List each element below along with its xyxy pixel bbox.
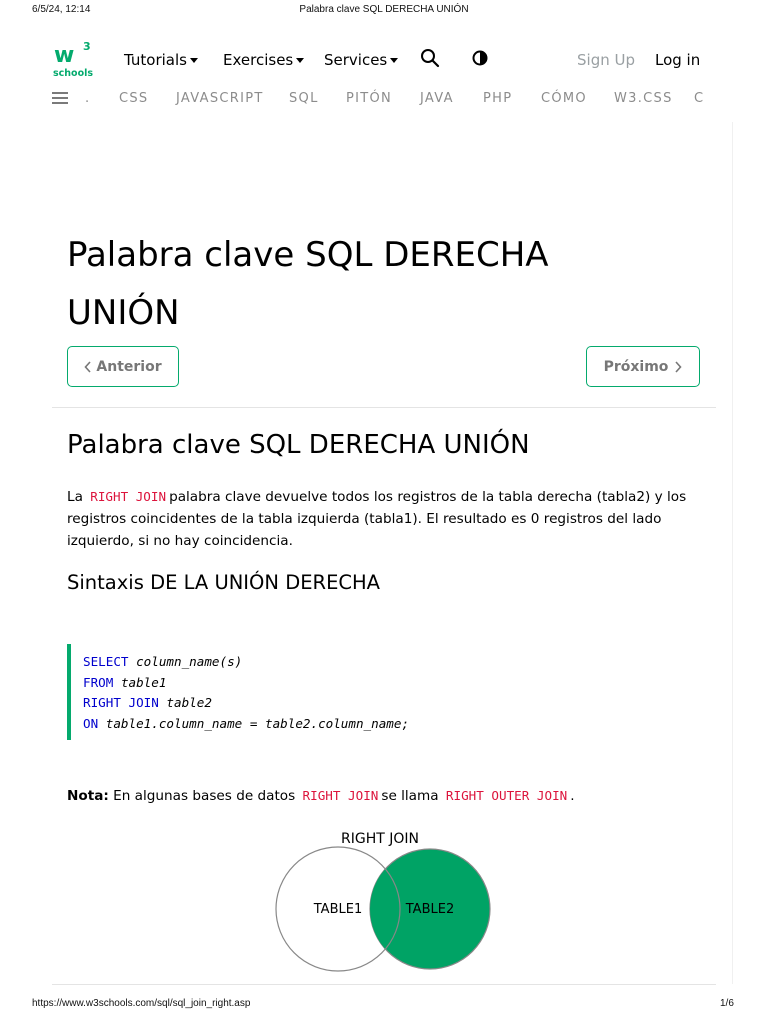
subnav-item-python[interactable]: PITÓN — [346, 91, 393, 106]
signup-link[interactable]: Sign Up — [577, 51, 635, 69]
nav-exercises[interactable] — [223, 51, 304, 69]
print-header — [0, 0, 768, 22]
caret-down-icon — [296, 58, 304, 63]
nav-tutorials-label: Tutorials — [124, 51, 187, 69]
venn-title: RIGHT JOIN — [341, 831, 419, 847]
code-keyword: RIGHT JOIN — [83, 695, 159, 710]
subnav-item-javascript[interactable]: JAVASCRIPT — [176, 91, 264, 106]
nav-tutorials[interactable] — [124, 51, 198, 69]
note-mid: se llama — [381, 788, 439, 804]
code-line — [83, 693, 700, 714]
logo-superscript: 3 — [83, 40, 91, 53]
code-keyword: ON — [83, 715, 99, 731]
inline-code-right-join: RIGHT JOIN — [90, 489, 167, 504]
note-end: . — [570, 788, 575, 804]
print-datetime: 6/5/24, 12:14 — [32, 4, 91, 15]
page-title: Palabra clave SQL DERECHA UNIÓN — [67, 235, 549, 333]
w3schools-logo[interactable] — [52, 40, 94, 80]
subject-navbar — [0, 84, 768, 114]
login-link[interactable]: Log in — [655, 51, 701, 69]
note-text: En algunas bases de datos — [113, 788, 296, 804]
nav-services[interactable] — [324, 51, 398, 69]
menu-icon[interactable] — [52, 92, 68, 104]
top-navbar — [0, 34, 768, 84]
syntax-heading: Sintaxis DE LA UNIÓN DERECHA — [67, 571, 381, 594]
code-keyword: SELECT — [83, 654, 129, 669]
code-line — [83, 714, 700, 735]
code-text: column_name(s) — [136, 654, 243, 669]
content-right-border — [732, 122, 733, 984]
nav-services-label: Services — [324, 51, 388, 69]
intro-before: La — [67, 489, 83, 505]
print-footer — [0, 994, 768, 1016]
subnav-item-java[interactable]: JAVA — [420, 91, 454, 106]
subnav-item-w3css[interactable]: W3.CSS — [614, 91, 673, 106]
subnav-item-sql[interactable]: SQL — [289, 91, 319, 106]
intro-after: palabra clave devuelve todos los registros de la tabla derecha (tabla2) y los registros coincidentes de la tabla izquierda (tabla1). El resultado es 0 registros del lado izquierdo, si no hay coincidencia. — [67, 489, 687, 549]
venn-left-label: TABLE1 — [313, 902, 363, 917]
code-text: table1 — [120, 674, 167, 690]
syntax-code-block — [67, 644, 700, 740]
logo-word: schools — [53, 68, 94, 79]
note-label: Nota: — [67, 788, 109, 804]
right-join-venn-diagram — [270, 824, 500, 976]
code-text: table2 — [166, 695, 212, 710]
code-keyword: FROM — [83, 674, 114, 690]
inline-code-right-outer-join: RIGHT OUTER JOIN — [445, 788, 568, 803]
note-paragraph — [67, 785, 707, 807]
section-heading: Palabra clave SQL DERECHA UNIÓN — [67, 430, 530, 460]
chevron-left-icon — [84, 361, 92, 373]
subnav-item-truncated[interactable]: . — [85, 91, 91, 106]
bottom-divider — [52, 984, 716, 985]
contrast-icon[interactable] — [472, 50, 488, 66]
logo-mark: w — [54, 43, 75, 68]
caret-down-icon — [190, 58, 198, 63]
chevron-right-icon — [674, 361, 682, 373]
inline-code-right-join: RIGHT JOIN — [302, 788, 379, 803]
subnav-item-css[interactable]: CSS — [119, 91, 149, 106]
caret-down-icon — [390, 58, 398, 63]
subnav-item-howto[interactable]: CÓMO — [541, 91, 587, 106]
nav-exercises-label: Exercises — [223, 51, 294, 69]
previous-button[interactable] — [67, 346, 179, 387]
print-url: https://www.w3schools.com/sql/sql_join_right.asp — [32, 998, 251, 1009]
subnav-item-c[interactable]: C — [694, 91, 705, 106]
subnav-item-php[interactable]: PHP — [483, 91, 513, 106]
code-text: table1.column_name = table2.column_name; — [105, 715, 410, 731]
previous-button-label: Anterior — [96, 358, 162, 375]
next-button[interactable] — [586, 346, 700, 387]
next-button-label: Próximo — [603, 358, 669, 375]
divider — [52, 407, 716, 408]
print-doc-title: Palabra clave SQL DERECHA UNIÓN — [299, 4, 469, 15]
print-page-number: 1/6 — [720, 998, 734, 1009]
intro-paragraph — [67, 486, 707, 552]
code-line — [83, 673, 700, 694]
search-icon[interactable] — [420, 48, 440, 68]
venn-right-label: TABLE2 — [405, 902, 455, 917]
code-line — [83, 652, 700, 673]
